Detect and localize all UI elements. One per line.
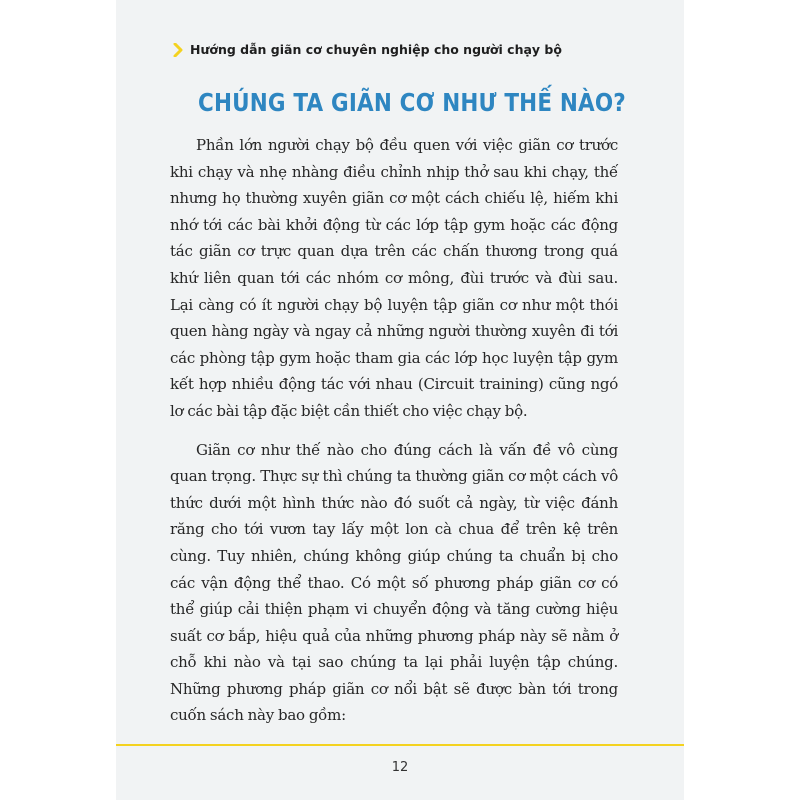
chevron-right-icon	[172, 43, 184, 57]
paragraph-1: Phần lớn người chạy bộ đều quen với việc giãn cơ trước khi chạy và nhẹ nhàng điều chỉnh nhịp thở sau khi chạy, thế nhưng họ thường xuyên giãn cơ một cách chiếu lệ, hiếm khi nhớ tới các bài khởi động từ các lớp tập gym hoặc các động tác giãn cơ trực quan dựa trên các chấn thương trong quá khứ liên quan tới các nhóm cơ mông, đùi trước và đùi sau. Lại càng có ít người chạy bộ luyện tập giãn cơ như một thói quen hàng ngày và ngay cả những người thường xuyên đi tới các phòng tập gym hoặc tham gia các lớp học luyện tập gym kết hợp nhiều động tác với nhau (Circuit training) cũng ngó lơ các bài tập đặc biệt cần thiết cho việc chạy bộ.	[170, 136, 618, 420]
book-page	[116, 0, 684, 800]
paragraph-2: Giãn cơ như thế nào cho đúng cách là vấn đề vô cùng quan trọng. Thực sự thì chúng ta thường giãn cơ một cách vô thức dưới một hình thức nào đó suốt cả ngày, từ việc đánh răng cho tới vươn tay lấy một lon cà chua để trên kệ trên cùng. Tuy nhiên, chúng không giúp chúng ta chuẩn bị cho các vận động thể thao. Có một số phương pháp giãn cơ có thể giúp cải thiện phạm vi chuyển động và tăng cường hiệu suất cơ bắp, hiệu quả của những phương pháp này sẽ nằm ở chỗ khi nào và tại sao chúng ta lại phải luyện tập chúng. Những phương pháp giãn cơ nổi bật sẽ được bàn tới trong cuốn sách này bao gồm:	[170, 440, 618, 725]
running-head-text: Hướng dẫn giãn cơ chuyên nghiệp cho người chạy bộ	[190, 42, 562, 57]
body-text	[170, 132, 618, 741]
running-head	[172, 42, 562, 57]
footer-rule	[116, 744, 684, 746]
chapter-title: CHÚNG TA GIÃN CƠ NHƯ THẾ NÀO?	[198, 88, 626, 117]
page-number: 12	[391, 760, 409, 775]
